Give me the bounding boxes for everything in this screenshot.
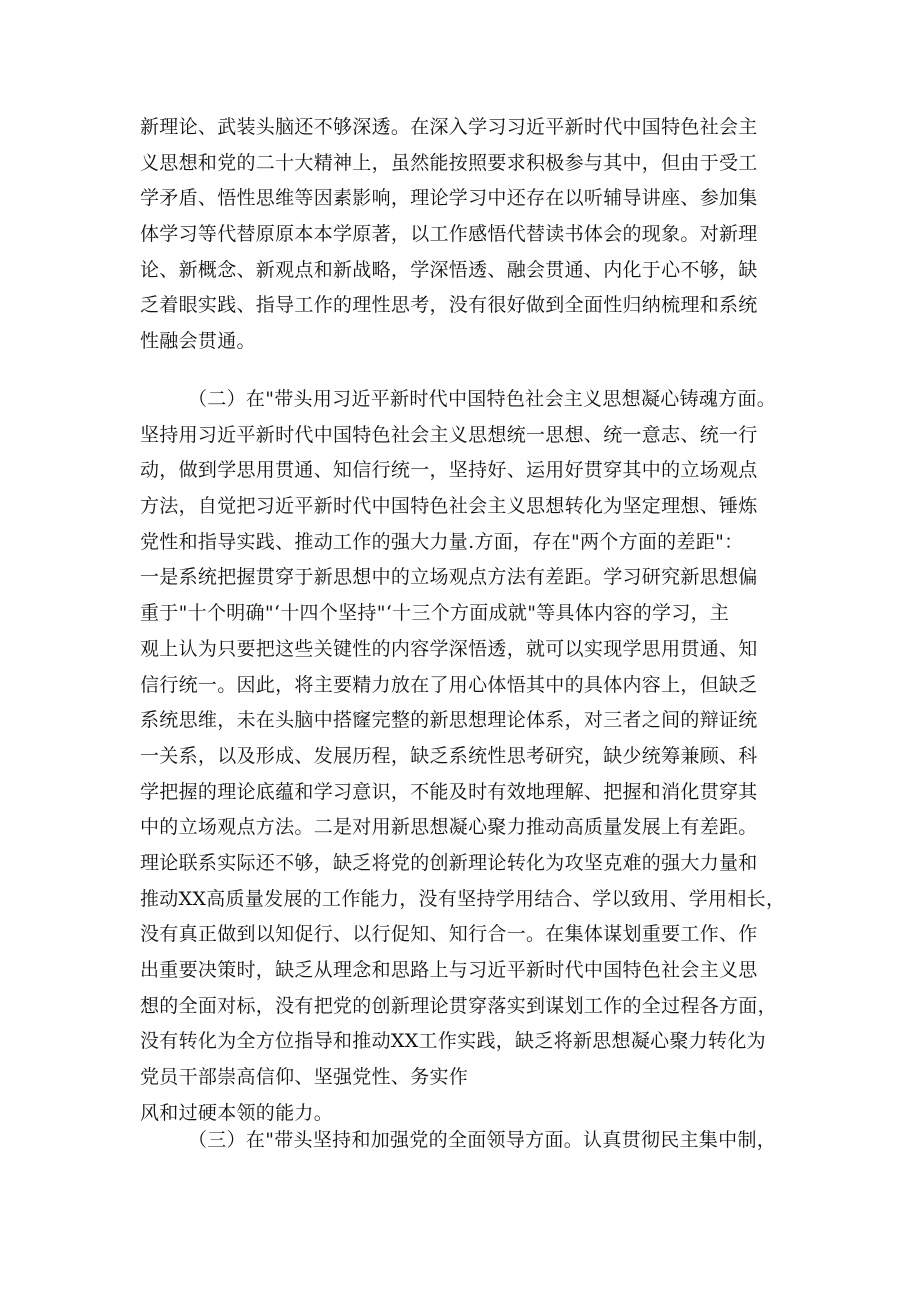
text-line: 方法，自觉把习近平新时代中国特色社会主义思想转化为坚定理想、锤炼 (140, 495, 758, 518)
text-line: 坚持用习近平新时代中国特色社会主义思想统一思想、统一意志、统一行 (140, 423, 758, 446)
text-line: 观上认为只要把这些关键性的内容学深悟透，就可以实现学思用贯通、知 (140, 637, 758, 660)
text-line: 一是系统把握贯穿于新思想中的立场观点方法有差距。学习研究新思想偏 (140, 566, 758, 589)
section-heading-line: （三）在"带头坚持和加强党的全面领导方面。认真贯彻民主集中制， (188, 1129, 777, 1151)
text-line: 中的立场观点方法。二是对用新思想凝心聚力推动高质量发展上有差距。 (140, 816, 758, 839)
text-line: 学矛盾、悟性思维等因素影响，理论学习中还存在以听辅导讲座、参加集 (140, 187, 758, 210)
text-line: 动，做到学思用贯通、知信行统一，坚持好、运用好贯穿其中的立场观点 (140, 459, 758, 482)
text-line: 重于"十个明确"‘十四个坚持"‘十三个方面成就"等具体内容的学习，主 (140, 602, 730, 625)
text-line: 没有真正做到以知促行、以行促知、知行合一。在集体谋划重要工作、作 (140, 923, 758, 946)
text-line: 新理论、武装头脑还不够深透。在深入学习习近平新时代中国特色社会主 (140, 116, 758, 138)
paragraph-2 (140, 382, 790, 1131)
text-line: 一关系，以及形成、发展历程，缺乏系统性思考研究，缺少统筹兼顾、科 (140, 744, 758, 767)
text-line: 风和过硬本领的能力。 (140, 1101, 334, 1124)
text-line: 乏着眼实践、指导工作的理性思考，没有很好做到全面性归纳梳理和系统 (140, 294, 758, 317)
text-line: 学把握的理论底蕴和学习意识，不能及时有效地理解、把握和消化贯穿其 (140, 780, 758, 803)
text-line: 推动XX高质量发展的工作能力，没有坚持学用结合、学以致用、学用相长， (140, 887, 786, 910)
text-line: 没有转化为全方位指导和推动XX工作实践，缺乏将新思想凝心聚力转化为 (140, 1030, 766, 1053)
paragraph-1 (140, 110, 790, 360)
text-line: 义思想和党的二十大精神上，虽然能按照要求积极参与其中，但由于受工 (140, 151, 758, 174)
text-line: 党员干部崇高信仰、坚强党性、务实作 (140, 1066, 469, 1089)
text-line: 党性和指导实践、推动工作的强大力量.方面，存在"两个方面的差距"： (140, 530, 744, 553)
text-line: 性融会贯通。 (140, 330, 256, 353)
paragraph-3 (140, 1123, 790, 1159)
text-line: 想的全面对标，没有把党的创新理论贯穿落实到谋划工作的全过程各方面， (140, 994, 777, 1017)
text-line: 理论联系实际还不够，缺乏将党的创新理论转化为攻坚克难的强大力量和 (140, 851, 758, 874)
text-line: 系统思维，未在头脑中搭窿完整的新思想理论体系，对三者之间的辩证统 (140, 709, 758, 732)
section-heading-line: （二）在"带头用习近平新时代中国特色社会主义思想凝心铸魂方面。 (188, 388, 777, 410)
text-line: 论、新概念、新观点和新战略，学深悟透、融会贯通、内化于心不够，缺 (140, 258, 758, 281)
text-line: 出重要决策时，缺乏从理念和思路上与习近平新时代中国特色社会主义思 (140, 959, 758, 981)
text-line: 信行统一。因此，将主要精力放在了用心体悟其中的具体内容上，但缺乏 (140, 673, 758, 696)
text-line: 体学习等代替原原本本学原著，以工作感悟代替读书体会的现象。对新理 (140, 223, 758, 246)
